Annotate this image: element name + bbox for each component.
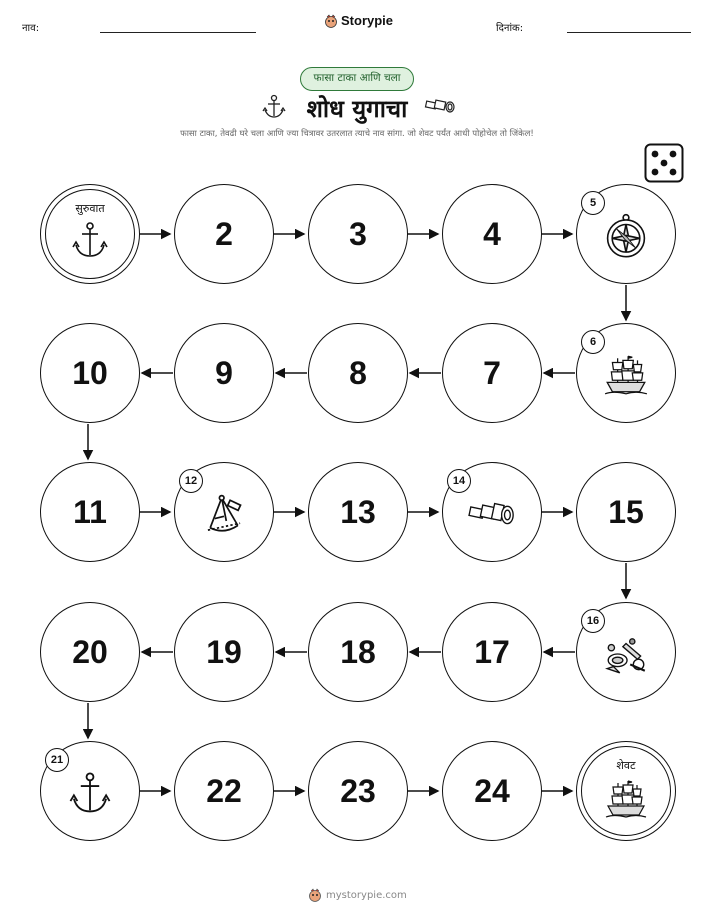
cell-number-badge: 5 — [581, 191, 605, 215]
board-cell-16[interactable] — [576, 602, 676, 702]
footer-url[interactable]: mystorypie.com — [326, 889, 407, 901]
sextant-icon — [201, 491, 247, 541]
ship-icon — [577, 777, 675, 821]
end-label: शेवट — [616, 759, 636, 772]
name-label: नाव: — [22, 23, 40, 34]
page-title: शोध युगाचा — [306, 95, 408, 123]
board-cell-4[interactable] — [442, 184, 542, 284]
cell-number: 13 — [340, 493, 376, 530]
cell-number-badge: 14 — [447, 469, 471, 493]
cell-number: 15 — [608, 493, 644, 530]
anchor-icon — [41, 220, 139, 260]
board-cell-17[interactable] — [442, 602, 542, 702]
cell-number: 19 — [206, 633, 242, 670]
cell-number-badge: 6 — [581, 330, 605, 354]
board-cell-6[interactable] — [576, 323, 676, 423]
cell-number: 2 — [215, 215, 233, 252]
board-cell-12[interactable] — [174, 462, 274, 562]
anchor-icon — [67, 770, 113, 820]
board-cell-9[interactable] — [174, 323, 274, 423]
compass-icon — [603, 213, 649, 263]
footer — [308, 888, 407, 902]
cell-number: 3 — [349, 215, 367, 252]
board-cell-19[interactable] — [174, 602, 274, 702]
cell-number: 7 — [483, 354, 501, 391]
start-label: सुरुवात — [75, 202, 105, 215]
board-cell-10[interactable] — [40, 323, 140, 423]
cell-number: 18 — [340, 633, 376, 670]
board-cell-15[interactable] — [576, 462, 676, 562]
board-cell-2[interactable] — [174, 184, 274, 284]
cell-number-badge: 12 — [179, 469, 203, 493]
board-cell-18[interactable] — [308, 602, 408, 702]
instructions: फासा टाका, तेवढी घरे चला आणि ज्या चित्रावर उतरलात त्याचे नाव सांगा. जो शेवट पर्यंत आधी पोहोचेल तो जिंकेल! — [180, 129, 534, 139]
spices-icon — [603, 631, 649, 681]
brand-name: Storypie — [341, 13, 394, 28]
cell-number: 23 — [340, 772, 376, 809]
cell-number: 8 — [349, 354, 367, 391]
board-cell-5[interactable] — [576, 184, 676, 284]
board-cell-13[interactable] — [308, 462, 408, 562]
board-cell-11[interactable] — [40, 462, 140, 562]
cell-number: 4 — [483, 215, 501, 252]
cell-number: 11 — [73, 493, 107, 530]
cell-number: 10 — [72, 354, 108, 391]
board-cell-23[interactable] — [308, 741, 408, 841]
cell-number: 22 — [206, 772, 242, 809]
board-cell-8[interactable] — [308, 323, 408, 423]
ship-icon — [603, 352, 649, 402]
cell-number: 20 — [72, 633, 108, 670]
board-cell-14[interactable] — [442, 462, 542, 562]
game-tag: फासा टाका आणि चला — [300, 67, 414, 91]
board-cell-21[interactable] — [40, 741, 140, 841]
board-cell-start[interactable] — [40, 184, 140, 284]
board-cell-20[interactable] — [40, 602, 140, 702]
cell-number: 17 — [474, 633, 510, 670]
board-cell-7[interactable] — [442, 323, 542, 423]
board-cell-22[interactable] — [174, 741, 274, 841]
board-cell-3[interactable] — [308, 184, 408, 284]
date-label: दिनांक: — [496, 23, 524, 34]
board-cell-end[interactable] — [576, 741, 676, 841]
spyglass-icon — [467, 489, 517, 543]
storypie-mascot-icon — [308, 888, 322, 902]
cell-number: 9 — [215, 354, 233, 391]
cell-number-badge: 21 — [45, 748, 69, 772]
board-cell-24[interactable] — [442, 741, 542, 841]
cell-number: 24 — [474, 772, 510, 809]
cell-number-badge: 16 — [581, 609, 605, 633]
